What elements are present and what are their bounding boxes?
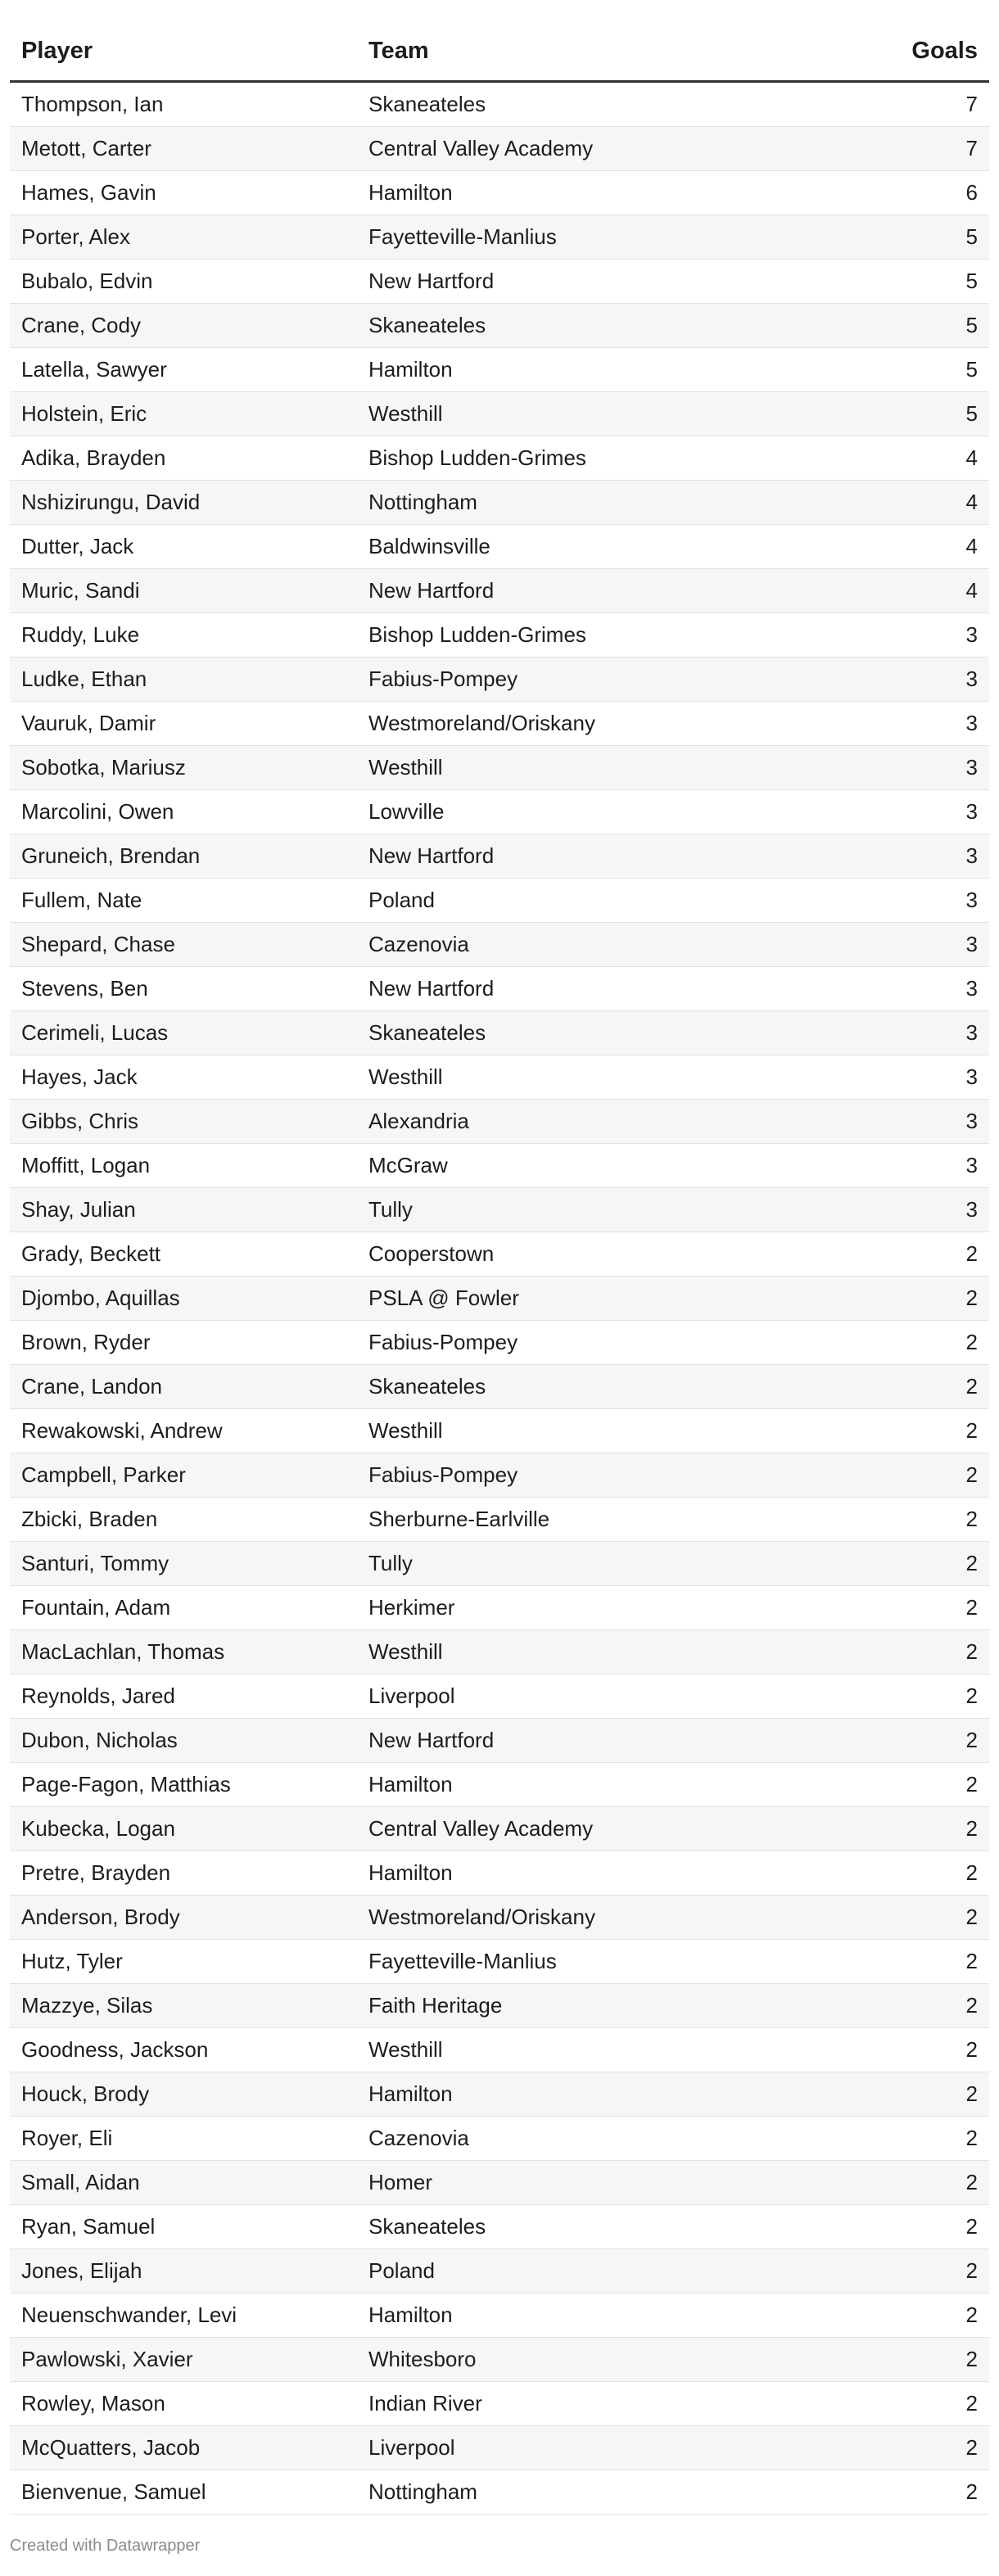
player-cell: Holstein, Eric — [10, 392, 357, 436]
player-cell: Santuri, Tommy — [10, 1542, 357, 1586]
goals-cell: 2 — [848, 1896, 989, 1940]
table-row — [10, 436, 989, 481]
player-cell: Anderson, Brody — [10, 1896, 357, 1940]
player-cell: Sobotka, Mariusz — [10, 746, 357, 790]
player-cell: Metott, Carter — [10, 127, 357, 171]
player-cell: Hames, Gavin — [10, 171, 357, 215]
team-cell: Skaneateles — [357, 304, 848, 348]
player-cell: Pretre, Brayden — [10, 1851, 357, 1896]
table-row — [10, 2470, 989, 2515]
team-cell: Fabius-Pompey — [357, 1321, 848, 1365]
team-cell: Hamilton — [357, 2294, 848, 2338]
player-cell: Jones, Elijah — [10, 2249, 357, 2294]
column-header-player[interactable]: Player — [10, 21, 357, 82]
table-row — [10, 2338, 989, 2382]
team-cell: Cazenovia — [357, 923, 848, 967]
player-cell: Vauruk, Damir — [10, 702, 357, 746]
player-cell: Crane, Landon — [10, 1365, 357, 1409]
goals-cell: 2 — [848, 2161, 989, 2205]
table-row — [10, 1763, 989, 1807]
player-cell: MacLachlan, Thomas — [10, 1630, 357, 1674]
goals-cell: 2 — [848, 1453, 989, 1498]
player-cell: Fountain, Adam — [10, 1586, 357, 1630]
team-cell: Nottingham — [357, 481, 848, 525]
goals-cell: 2 — [848, 1851, 989, 1896]
goals-cell: 2 — [848, 1542, 989, 1586]
table-row — [10, 1321, 989, 1365]
goals-cell: 3 — [848, 1011, 989, 1055]
table-row — [10, 2205, 989, 2249]
goals-cell: 7 — [848, 127, 989, 171]
team-cell: Bishop Ludden-Grimes — [357, 613, 848, 658]
goals-cell: 3 — [848, 834, 989, 879]
goals-cell: 4 — [848, 525, 989, 569]
table-row — [10, 1851, 989, 1896]
player-cell: Ryan, Samuel — [10, 2205, 357, 2249]
player-cell: Fullem, Nate — [10, 879, 357, 923]
player-cell: Zbicki, Braden — [10, 1498, 357, 1542]
team-cell: Baldwinsville — [357, 525, 848, 569]
team-cell: Westhill — [357, 1055, 848, 1100]
player-cell: Djombo, Aquillas — [10, 1277, 357, 1321]
team-cell: Fayetteville-Manlius — [357, 1940, 848, 1984]
player-cell: Royer, Eli — [10, 2117, 357, 2161]
table-row — [10, 569, 989, 613]
table-row — [10, 2072, 989, 2117]
team-cell: Cooperstown — [357, 1232, 848, 1277]
player-cell: Dubon, Nicholas — [10, 1719, 357, 1763]
goals-cell: 7 — [848, 82, 989, 127]
team-cell: Hamilton — [357, 2072, 848, 2117]
player-cell: Rowley, Mason — [10, 2382, 357, 2426]
table-row — [10, 1719, 989, 1763]
player-cell: Page-Fagon, Matthias — [10, 1763, 357, 1807]
team-cell: McGraw — [357, 1144, 848, 1188]
goals-cell: 3 — [848, 1188, 989, 1232]
table-row — [10, 1498, 989, 1542]
goals-cell: 2 — [848, 1984, 989, 2028]
column-header-goals[interactable]: Goals — [848, 21, 989, 82]
team-cell: Fabius-Pompey — [357, 658, 848, 702]
table-row — [10, 2294, 989, 2338]
player-cell: Nshizirungu, David — [10, 481, 357, 525]
table-row — [10, 1277, 989, 1321]
goals-cell: 2 — [848, 1232, 989, 1277]
player-cell: McQuatters, Jacob — [10, 2426, 357, 2470]
team-cell: Liverpool — [357, 2426, 848, 2470]
player-cell: Kubecka, Logan — [10, 1807, 357, 1851]
table-body — [10, 82, 989, 2515]
team-cell: Faith Heritage — [357, 1984, 848, 2028]
goals-cell: 3 — [848, 702, 989, 746]
player-cell: Latella, Sawyer — [10, 348, 357, 392]
team-cell: Westhill — [357, 1409, 848, 1453]
table-row — [10, 1188, 989, 1232]
player-cell: Ludke, Ethan — [10, 658, 357, 702]
goals-cell: 2 — [848, 2249, 989, 2294]
team-cell: New Hartford — [357, 260, 848, 304]
team-cell: Hamilton — [357, 348, 848, 392]
table-row — [10, 2117, 989, 2161]
team-cell: Hamilton — [357, 1851, 848, 1896]
player-cell: Goodness, Jackson — [10, 2028, 357, 2072]
goals-cell: 2 — [848, 1807, 989, 1851]
goals-cell: 4 — [848, 569, 989, 613]
table-row — [10, 1144, 989, 1188]
datawrapper-credit: Created with Datawrapper — [10, 2537, 201, 2555]
goals-cell: 6 — [848, 171, 989, 215]
table-row — [10, 1807, 989, 1851]
player-cell: Adika, Brayden — [10, 436, 357, 481]
table-row — [10, 1365, 989, 1409]
goals-cell: 5 — [848, 392, 989, 436]
team-cell: Homer — [357, 2161, 848, 2205]
table-row — [10, 1453, 989, 1498]
team-cell: Alexandria — [357, 1100, 848, 1144]
table-row — [10, 1100, 989, 1144]
team-cell: Fabius-Pompey — [357, 1453, 848, 1498]
goals-cell: 2 — [848, 1586, 989, 1630]
team-cell: Westmoreland/Oriskany — [357, 702, 848, 746]
player-cell: Bienvenue, Samuel — [10, 2470, 357, 2515]
team-cell: Skaneateles — [357, 82, 848, 127]
goals-cell: 2 — [848, 1763, 989, 1807]
goals-cell: 3 — [848, 967, 989, 1011]
team-cell: Sherburne-Earlville — [357, 1498, 848, 1542]
header-row — [10, 21, 989, 82]
player-cell: Brown, Ryder — [10, 1321, 357, 1365]
team-cell: New Hartford — [357, 834, 848, 879]
table-row — [10, 348, 989, 392]
team-cell: Tully — [357, 1542, 848, 1586]
table-row — [10, 834, 989, 879]
goals-cell: 3 — [848, 1144, 989, 1188]
goals-cell: 3 — [848, 1055, 989, 1100]
team-cell: Whitesboro — [357, 2338, 848, 2382]
team-cell: Lowville — [357, 790, 848, 834]
table-row — [10, 1896, 989, 1940]
goals-cell: 2 — [848, 2205, 989, 2249]
player-cell: Neuenschwander, Levi — [10, 2294, 357, 2338]
goals-cell: 4 — [848, 481, 989, 525]
team-cell: New Hartford — [357, 967, 848, 1011]
team-cell: Cazenovia — [357, 2117, 848, 2161]
table-row — [10, 215, 989, 260]
table-row — [10, 2028, 989, 2072]
goals-cell: 2 — [848, 1409, 989, 1453]
table-row — [10, 790, 989, 834]
goals-cell: 2 — [848, 1277, 989, 1321]
table-row — [10, 127, 989, 171]
goals-cell: 2 — [848, 2028, 989, 2072]
team-cell: Indian River — [357, 2382, 848, 2426]
table-row — [10, 2249, 989, 2294]
team-cell: Westhill — [357, 746, 848, 790]
goals-cell: 3 — [848, 746, 989, 790]
team-cell: Hamilton — [357, 171, 848, 215]
player-cell: Gruneich, Brendan — [10, 834, 357, 879]
player-cell: Hayes, Jack — [10, 1055, 357, 1100]
table-row — [10, 1232, 989, 1277]
table-row — [10, 967, 989, 1011]
player-cell: Pawlowski, Xavier — [10, 2338, 357, 2382]
team-cell: Nottingham — [357, 2470, 848, 2515]
goals-cell: 2 — [848, 2294, 989, 2338]
team-cell: Fayetteville-Manlius — [357, 215, 848, 260]
team-cell: Westmoreland/Oriskany — [357, 1896, 848, 1940]
goals-cell: 3 — [848, 923, 989, 967]
goals-cell: 2 — [848, 1719, 989, 1763]
goals-cell: 2 — [848, 2117, 989, 2161]
player-cell: Stevens, Ben — [10, 967, 357, 1011]
table-row — [10, 304, 989, 348]
team-cell: New Hartford — [357, 1719, 848, 1763]
goals-cell: 4 — [848, 436, 989, 481]
table-row — [10, 923, 989, 967]
table-row — [10, 1940, 989, 1984]
table-row — [10, 481, 989, 525]
goals-cell: 2 — [848, 1630, 989, 1674]
table-row — [10, 2426, 989, 2470]
table-header — [10, 21, 989, 82]
table-row — [10, 1011, 989, 1055]
team-cell: Skaneateles — [357, 1011, 848, 1055]
goals-cell: 5 — [848, 304, 989, 348]
goals-cell: 2 — [848, 2072, 989, 2117]
table-row — [10, 2382, 989, 2426]
team-cell: Poland — [357, 879, 848, 923]
player-cell: Grady, Beckett — [10, 1232, 357, 1277]
table-row — [10, 260, 989, 304]
team-cell: Liverpool — [357, 1674, 848, 1719]
player-cell: Hutz, Tyler — [10, 1940, 357, 1984]
table-row — [10, 171, 989, 215]
goals-cell: 2 — [848, 2470, 989, 2515]
table-row — [10, 746, 989, 790]
team-cell: New Hartford — [357, 569, 848, 613]
goals-table — [10, 21, 989, 2515]
player-cell: Gibbs, Chris — [10, 1100, 357, 1144]
player-cell: Ruddy, Luke — [10, 613, 357, 658]
team-cell: Skaneateles — [357, 2205, 848, 2249]
goals-cell: 2 — [848, 1674, 989, 1719]
goals-cell: 2 — [848, 2426, 989, 2470]
goals-cell: 3 — [848, 790, 989, 834]
player-cell: Dutter, Jack — [10, 525, 357, 569]
player-cell: Thompson, Ian — [10, 82, 357, 127]
table-row — [10, 1984, 989, 2028]
table-row — [10, 658, 989, 702]
goals-cell: 3 — [848, 613, 989, 658]
team-cell: Bishop Ludden-Grimes — [357, 436, 848, 481]
table-row — [10, 1055, 989, 1100]
team-cell: PSLA @ Fowler — [357, 1277, 848, 1321]
goals-cell: 2 — [848, 1365, 989, 1409]
table-row — [10, 1586, 989, 1630]
player-cell: Shepard, Chase — [10, 923, 357, 967]
team-cell: Central Valley Academy — [357, 1807, 848, 1851]
player-cell: Porter, Alex — [10, 215, 357, 260]
table-row — [10, 2161, 989, 2205]
player-cell: Moffitt, Logan — [10, 1144, 357, 1188]
player-cell: Marcolini, Owen — [10, 790, 357, 834]
player-cell: Crane, Cody — [10, 304, 357, 348]
goals-cell: 3 — [848, 1100, 989, 1144]
goals-cell: 2 — [848, 2382, 989, 2426]
team-cell: Skaneateles — [357, 1365, 848, 1409]
player-cell: Muric, Sandi — [10, 569, 357, 613]
player-cell: Small, Aidan — [10, 2161, 357, 2205]
goals-cell: 2 — [848, 2338, 989, 2382]
team-cell: Poland — [357, 2249, 848, 2294]
team-cell: Central Valley Academy — [357, 127, 848, 171]
player-cell: Rewakowski, Andrew — [10, 1409, 357, 1453]
player-cell: Bubalo, Edvin — [10, 260, 357, 304]
team-cell: Tully — [357, 1188, 848, 1232]
goals-cell: 2 — [848, 1498, 989, 1542]
goals-cell: 3 — [848, 658, 989, 702]
team-cell: Herkimer — [357, 1586, 848, 1630]
column-header-team[interactable]: Team — [357, 21, 848, 82]
player-cell: Shay, Julian — [10, 1188, 357, 1232]
table-row — [10, 392, 989, 436]
table-row — [10, 1542, 989, 1586]
goals-cell: 2 — [848, 1321, 989, 1365]
table-row — [10, 613, 989, 658]
table-row — [10, 1630, 989, 1674]
table-row — [10, 879, 989, 923]
table-row — [10, 525, 989, 569]
player-cell: Houck, Brody — [10, 2072, 357, 2117]
table-row — [10, 82, 989, 127]
goals-cell: 5 — [848, 260, 989, 304]
table-row — [10, 1409, 989, 1453]
table-row — [10, 1674, 989, 1719]
goals-cell: 2 — [848, 1940, 989, 1984]
goals-cell: 5 — [848, 215, 989, 260]
player-cell: Mazzye, Silas — [10, 1984, 357, 2028]
goals-cell: 5 — [848, 348, 989, 392]
team-cell: Hamilton — [357, 1763, 848, 1807]
table-row — [10, 702, 989, 746]
team-cell: Westhill — [357, 1630, 848, 1674]
player-cell: Campbell, Parker — [10, 1453, 357, 1498]
team-cell: Westhill — [357, 2028, 848, 2072]
goals-cell: 3 — [848, 879, 989, 923]
player-cell: Cerimeli, Lucas — [10, 1011, 357, 1055]
player-cell: Reynolds, Jared — [10, 1674, 357, 1719]
team-cell: Westhill — [357, 392, 848, 436]
